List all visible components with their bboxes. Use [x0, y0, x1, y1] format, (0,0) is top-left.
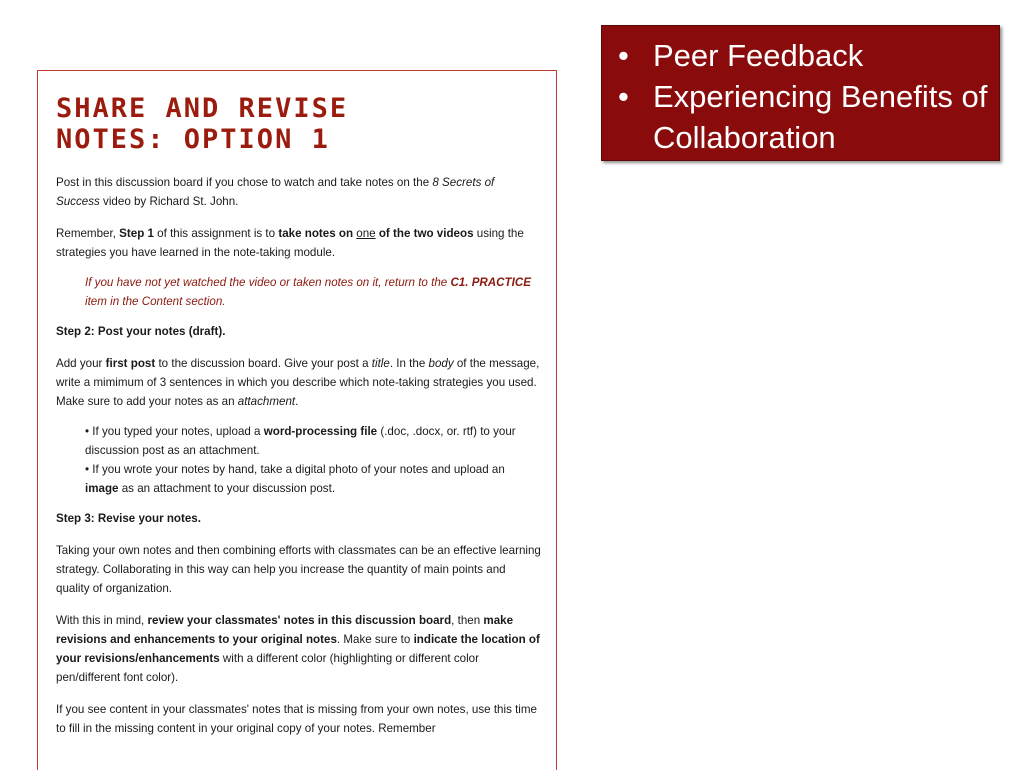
document-content	[56, 93, 541, 738]
key-points-callout	[601, 25, 1000, 161]
bullet-icon: •	[618, 79, 629, 114]
key-point-text: Experiencing Benefits of Collaboration	[653, 79, 988, 155]
document-title	[56, 93, 541, 155]
bullet-icon: •	[618, 38, 629, 73]
step2-paragraph: Add your first post to the discussion board. Give your post a title. In the body of the message, write a mimimum of 3 sentences in which you describe which note-taking strategies you used. Make sure to add your notes as an attachment.	[56, 357, 540, 408]
step3-paragraph: Taking your own notes and then combining efforts with classmates can be an effective learning strategy. Collaborating in this way can help you increase the quantity of main points and quality of organization.	[56, 544, 541, 595]
key-point-text: Peer Feedback	[653, 38, 864, 73]
key-point-item	[618, 35, 990, 76]
step2-heading: Step 2: Post your notes (draft).	[56, 325, 226, 338]
step3-heading: Step 3: Revise your notes.	[56, 512, 201, 525]
key-points-list	[618, 35, 990, 158]
review-paragraph: With this in mind, review your classmates' notes in this discussion board, then make revisions and enhancements to your original notes. Make sure to indicate the location of your revisions/enhancements with a different color (highlighting or different color pen/different font color).	[56, 614, 540, 684]
title-line: NOTES: OPTION 1	[56, 124, 330, 155]
key-point-item	[618, 76, 990, 158]
assignment-document	[37, 70, 557, 770]
handwritten-notes-bullet: • If you wrote your notes by hand, take a digital photo of your notes and upload an image as an attachment to your discussion post.	[85, 463, 505, 495]
missing-content-paragraph: If you see content in your classmates' notes that is missing from your own notes, use this time to fill in the missing content in your original copy of your notes. Remember	[56, 703, 537, 735]
remember-paragraph: Remember, Step 1 of this assignment is to take notes on one of the two videos using the strategies you have learned in the note-taking module.	[56, 227, 524, 259]
intro-paragraph: Post in this discussion board if you chose to watch and take notes on the 8 Secrets of Success video by Richard St. John.	[56, 176, 495, 208]
title-line: SHARE AND REVISE	[56, 93, 349, 124]
typed-notes-bullet: • If you typed your notes, upload a word-processing file (.doc, .docx, or. rtf) to your discussion post as an attachment.	[85, 425, 516, 457]
not-watched-note: If you have not yet watched the video or taken notes on it, return to the C1. PRACTICE item in the Content section.	[85, 276, 531, 308]
